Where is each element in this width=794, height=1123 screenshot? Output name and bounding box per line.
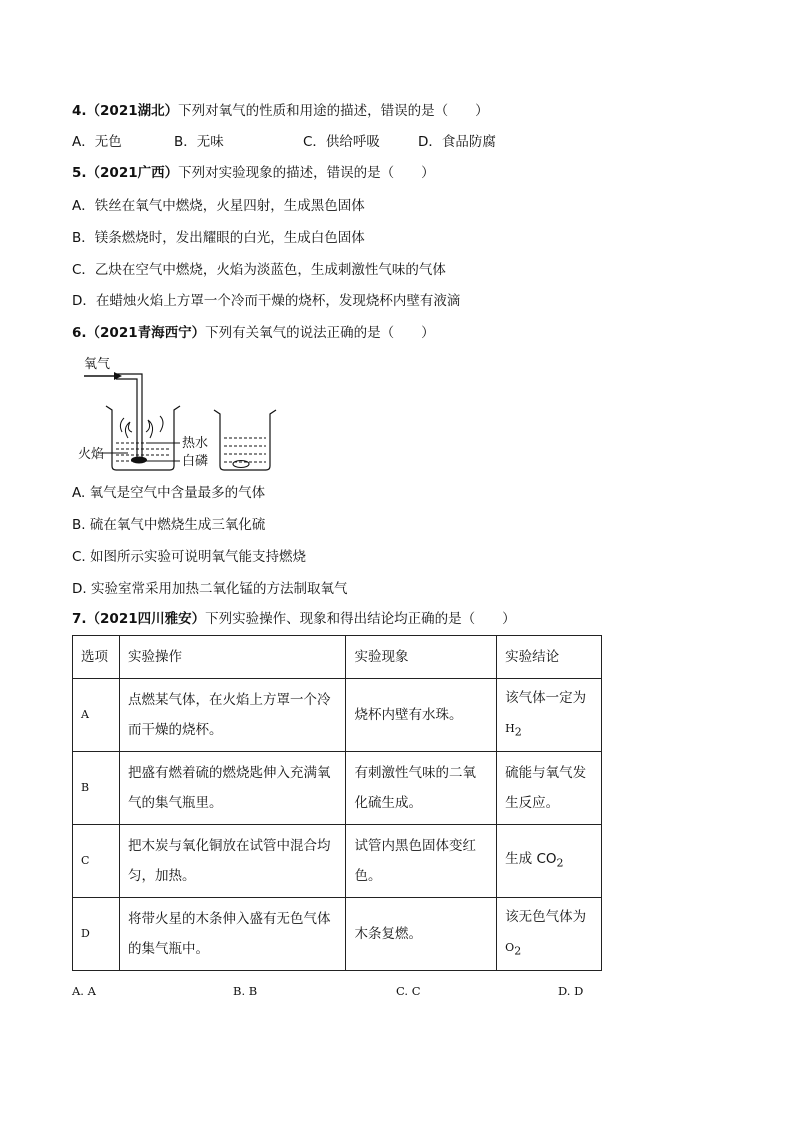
- table-header-cell: 实验结论: [497, 636, 602, 679]
- formula-subscript: 2: [514, 725, 522, 739]
- question-number: 4.: [72, 103, 87, 119]
- operation-line: 将带火星的木条伸入盛有无色气体: [127, 911, 331, 927]
- experiment-table: [72, 635, 602, 971]
- answer-option-a: A. A: [72, 984, 96, 998]
- phenomenon-cell: [346, 825, 497, 898]
- gas-tube: [116, 374, 142, 460]
- question-6-option-c: C. 如图所示实验可说明氧气能支持燃烧: [72, 549, 307, 565]
- phenomenon-cell: [346, 679, 497, 752]
- white-phosphorus-blob: [233, 461, 249, 468]
- option-cell: B: [73, 752, 120, 825]
- question-text: 下列有关氧气的说法正确的是（ ）: [205, 325, 435, 341]
- operation-line: 匀，加热。: [127, 868, 196, 884]
- question-5-option-b: B．镁条燃烧时，发出耀眼的白光，生成白色固体: [72, 230, 365, 246]
- operation-cell: [119, 898, 346, 971]
- conclusion-line: 该气体一定为: [505, 689, 587, 706]
- oxygen-label: 氧气: [84, 357, 111, 372]
- operation-cell: [119, 825, 346, 898]
- table-header-cell: 选项: [73, 636, 120, 679]
- answer-option-d: D. D: [558, 984, 584, 998]
- option-d: D．食品防腐: [418, 134, 496, 150]
- operation-line: 点燃某气体，在火焰上方罩一个冷: [127, 692, 331, 708]
- option-cell: C: [73, 825, 120, 898]
- phenomenon-cell: [346, 898, 497, 971]
- table-header-row: [73, 636, 602, 679]
- operation-line: 把盛有燃着硫的燃烧匙伸入充满氧: [127, 765, 331, 781]
- conclusion-line: 硫能与氧气发: [505, 765, 587, 781]
- formula: H: [505, 721, 515, 735]
- table-header-cell: 实验现象: [346, 636, 497, 679]
- question-text: 下列对实验现象的描述，错误的是（ ）: [178, 165, 435, 181]
- option-a: A．无色: [72, 134, 122, 150]
- flame-label: 火焰: [78, 447, 105, 462]
- option-c: C．供给呼吸: [303, 134, 380, 150]
- conclusion-line: 生成 CO: [505, 850, 557, 867]
- table-row: [73, 679, 602, 752]
- question-number: 5.: [72, 165, 87, 181]
- answer-option-b: B. B: [233, 984, 258, 998]
- conclusion-cell: [497, 752, 602, 825]
- phenomenon-line: 色。: [354, 868, 382, 884]
- operation-line: 把木炭与氧化铜放在试管中混合均: [127, 838, 331, 854]
- conclusion-line: 该无色气体为: [505, 908, 587, 925]
- phenomenon-line: 试管内黑色固体变红: [354, 838, 476, 854]
- question-text: 下列实验操作、现象和得出结论均正确的是（ ）: [205, 611, 516, 627]
- question-7-stem: [72, 609, 516, 629]
- option-cell: A: [73, 679, 120, 752]
- question-number: 6.: [72, 325, 87, 341]
- answer-option-c: C. C: [396, 984, 421, 998]
- question-source: （2021青海西宁）: [86, 325, 206, 341]
- question-5-stem: [72, 163, 435, 183]
- formula: O: [505, 940, 515, 954]
- conclusion-cell: [497, 898, 602, 971]
- question-4-options: [72, 132, 546, 152]
- operation-cell: [119, 752, 346, 825]
- table-row: [73, 825, 602, 898]
- question-6-stem: [72, 323, 435, 343]
- conclusion-cell: [497, 679, 602, 752]
- white-phosphorus-label: 白磷: [182, 454, 209, 469]
- conclusion-line: 生反应。: [505, 795, 560, 811]
- question-source: （2021湖北）: [86, 103, 179, 119]
- operation-cell: [119, 679, 346, 752]
- operation-line: 的集气瓶中。: [127, 941, 209, 957]
- question-source: （2021四川雅安）: [86, 611, 206, 627]
- phenomenon-line: 烧杯内壁有水珠。: [354, 707, 463, 723]
- operation-line: 气的集气瓶里。: [127, 795, 223, 811]
- question-6-option-d: D. 实验室常采用加热二氧化锰的方法制取氧气: [72, 581, 348, 597]
- white-phosphorus-blob: [131, 457, 147, 464]
- option-cell: D: [73, 898, 120, 971]
- phenomenon-line: 有刺激性气味的二氧: [354, 765, 476, 781]
- formula-subscript: 2: [514, 944, 522, 958]
- question-6-option-a: A. 氧气是空气中含量最多的气体: [72, 485, 266, 501]
- phenomenon-line: 化硫生成。: [354, 795, 422, 811]
- phenomenon-line: 木条复燃。: [354, 926, 422, 942]
- formula-subscript: 2: [556, 856, 564, 870]
- operation-line: 而干燥的烧杯。: [127, 722, 223, 738]
- table-row: [73, 752, 602, 825]
- phenomenon-cell: [346, 752, 497, 825]
- question-5-option-d: D．在蜡烛火焰上方罩一个冷而干燥的烧杯，发现烧杯内壁有液滴: [72, 293, 461, 309]
- hot-water-label: 热水: [182, 436, 209, 451]
- experiment-figure: [76, 352, 286, 474]
- question-5-option-c: C．乙炔在空气中燃烧，火焰为淡蓝色，生成刺激性气味的气体: [72, 262, 446, 278]
- question-text: 下列对氧气的性质和用途的描述，错误的是（ ）: [178, 103, 489, 119]
- question-number: 7.: [72, 611, 87, 627]
- table-header-cell: 实验操作: [119, 636, 346, 679]
- question-4-stem: [72, 101, 489, 121]
- question-6-option-b: B. 硫在氧气中燃烧生成三氧化硫: [72, 517, 266, 533]
- question-source: （2021广西）: [86, 165, 179, 181]
- question-5-option-a: A．铁丝在氧气中燃烧，火星四射，生成黑色固体: [72, 198, 365, 214]
- table-row: [73, 898, 602, 971]
- conclusion-cell: [497, 825, 602, 898]
- option-b: B．无味: [174, 134, 224, 150]
- right-water: [224, 438, 266, 462]
